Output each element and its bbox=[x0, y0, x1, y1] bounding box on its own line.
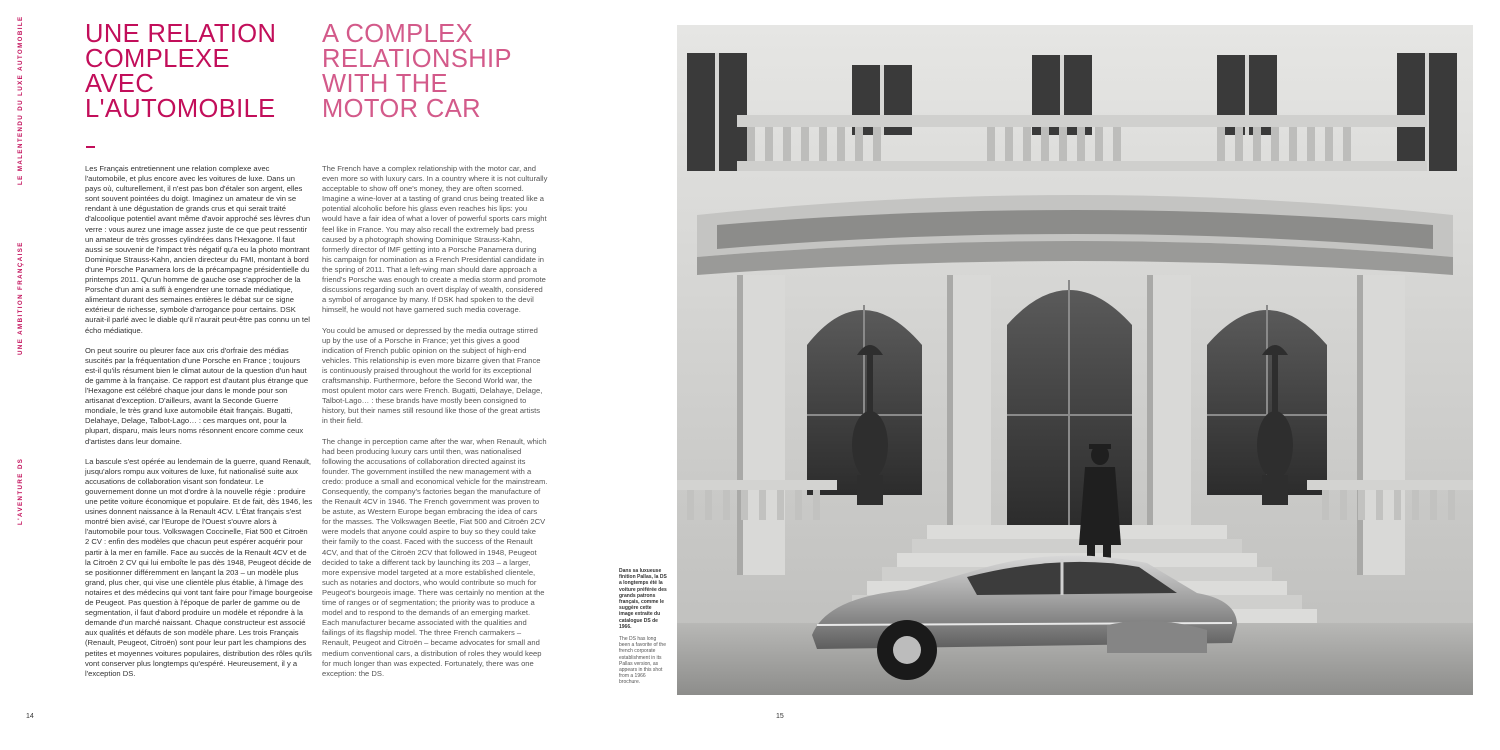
caption-french: Dans sa luxueuse finition Pallas, la DS a longtemps été la voiture préférée des grands patrons français, comme le suggère cette image extraite du catalogue DS de 1966. bbox=[619, 568, 667, 630]
title-french-line: COMPLEXE bbox=[85, 45, 230, 73]
photo-caption bbox=[619, 568, 667, 686]
caption-english: The DS has long been a favorite of the french corporate establishment in its Pallas version, as appears in this shot from a 1966 brochure. bbox=[619, 636, 666, 686]
title-french-line: UNE RELATION bbox=[85, 20, 277, 48]
title-french-line: L'AUTOMOBILE bbox=[85, 95, 276, 123]
photo-ds-pallas-mansion bbox=[677, 25, 1473, 695]
spine-label-ambition: UNE AMBITION FRANÇAISE bbox=[17, 241, 24, 355]
paragraph: The change in perception came after the war, when Renault, which had been producing luxury cars until then, was nationalised following the accusations of collaboration directed against its founder. The government instilled the new management with a credo: produce a small and economical vehicle for the mainstream. Consequently, the company's factories began the manufacture of the Renault 4CV in 1946. The French government was proven to be astute, as Western Europe began embracing the idea of cars for the masses. The Volkswagen Beetle, Fiat 500 and Citroën 2CV were models that anyone could aspire to buy so they could take their family to the coast. Faced with the success of the Renault 4CV, and that of the Citroën 2CV that followed in 1948, Peugeot decided to take a different tack by launching its 203 – a larger, more expensive model targeted at a more established clientele, such as notaries and doctors, who would contribute so much for Peugeot's bourgeois image. There was certainly no mention at the time of ranges or of segmentation; the priority was to produce a model and to respond to the demands of an emerging market. Each manufacturer became associated with the qualities and failings of its flagship model. The three French carmakers – Renault, Peugeot and Citroën – became advocates for small and medium conventional cars, a distribution of roles they would keep for much longer than was expected. Fortunately, there was one exception: the DS. bbox=[322, 436, 548, 678]
title-french-line: AVEC bbox=[85, 70, 155, 98]
title-english-line: RELATIONSHIP bbox=[322, 45, 512, 73]
body-column-french bbox=[85, 164, 313, 689]
body-column-english bbox=[322, 164, 548, 689]
paragraph: On peut sourire ou pleurer face aux cris d'orfraie des médias suscités par la fréquentation d'une Porsche en France ; toujours est-il qu'ils résument bien le climat autour de la question d'un haut de gamme à la française. Ce rapport est d'autant plus étrange que l'Hexagone est célébré chaque jour dans le monde pour son artisanat d'exception. D'ailleurs, avant la Seconde Guerre mondiale, le très grand luxe automobile était français. Bugatti, Delahaye, Delage, Talbot-Lago… : ces marques ont, pour la plupart, disparu, mais leurs noms résonnent encore comme ceux d'artistes dans leur domaine. bbox=[85, 345, 309, 446]
spine-label-luxe: LE MALENTENDU DU LUXE AUTOMOBILE bbox=[17, 15, 24, 185]
title-english bbox=[322, 22, 562, 122]
paragraph: The French have a complex relationship with the motor car, and even more so with luxury cars. In a country where it is not culturally acceptable to show off one's money, they are often scorned. Imagine a wine-lover at a tasting of grand crus being treated like a potential alcoholic before his glass even reaches his lips: you would have a fair idea of what a lover of powerful sports cars might feel like in France. You may also recall the extremely bad press caused by a photograph showing Dominique Strauss-Kahn, formerly director of IMF getting into a Porsche Panamera during his campaign for nomination as a French Presidential candidate in the spring of 2011. That a left-wing man should dare approach a friend's Porsche was enough to create a media storm and promote discussions regarding such an overt display of wealth, considered a symbol of arrogance by many. If DSK had spoken to the devil himself, he would not have garnered such media coverage. bbox=[322, 164, 548, 315]
paragraph: La bascule s'est opérée au lendemain de la guerre, quand Renault, jusqu'alors rompu aux voitures de luxe, fut nationalisé suite aux accusations de collaboration visant son fondateur. Le gouvernement donne un mot d'ordre à la nouvelle régie : produire une petite voiture économique et populaire. Et de fait, dès 1946, les usines donnent naissance à la Renault 4CV. L'État français s'est montré bien avisé, car l'Europe de l'Ouest s'ouvre alors à l'automobile pour tous. Volkswagen Coccinelle, Fiat 500 et Citroën 2 CV : enfin des modèles que chacun peut espérer acquérir pour partir à la mer en famille. Face au succès de la Renault 4CV et de la Citroën 2 CV qui lui emboîte le pas dès 1948, Peugeot décide de se positionner différemment en lançant la 203 – un modèle plus grand, plus cher, qui vise une clientèle plus établie, à l'image des notaires et des médecins qui vont tant faire pour l'image bourgeoise de Peugeot. Pas question à l'époque de parler de gamme ou de segmentation, il faut d'abord produire un modèle et répondre à la demande d'un marché naissant. Chaque constructeur est associé aux qualités et défauts de son modèle phare. Les trois Français (Renault, Peugeot, Citroën) sont pour leur part les champions des petites et moyennes voitures populaires, distribution des rôles qu'ils vont conserver plus longtemps qu'espéré. Heureusement, il y a l'exception DS. bbox=[85, 456, 313, 678]
paragraph: Les Français entretiennent une relation complexe avec l'automobile, et plus encore avec les voitures de luxe. Dans un pays où, culturellement, il n'est pas bon d'étaler son argent, elles sont souvent pointées du doigt. Imaginez un amateur de vin se rendant à une dégustation de grands crus et qui serait traité d'alcoolique potentiel avant même d'avoir approché ses lèvres d'un verre : vous aurez une image assez juste de ce que peut ressentir un amateur de très grosses cylindrées dans l'Hexagone. Il faut aussi se souvenir de l'impact très négatif qu'a eu la photo montrant Dominique Strauss-Kahn, ancien directeur du FMI, montant à bord d'une Porsche Panamera lors de la précampagne présidentielle du printemps 2011. Qu'un homme de gauche ose s'approcher de la Porsche d'un ami a suffi à engendrer une tornade médiatique, alimentant durant des semaines entières le débat sur ce signe extérieur de richesse, symbole d'arrogance pour certains. DSK aurait-il parlé avec le diable qu'il n'aurait peut-être pas connu un tel écho médiatique. bbox=[85, 164, 311, 335]
spine-labels bbox=[17, 15, 37, 550]
title-english-line: MOTOR CAR bbox=[322, 95, 481, 123]
page-number-right: 15 bbox=[776, 713, 784, 720]
title-dash-divider bbox=[86, 146, 95, 148]
paragraph: You could be amused or depressed by the media outrage stirred up by the use of a Porsche in France; yet this gives a good indication of French public opinion on the subject of high-end vehicles. This relationship is even more bizarre given that France is continuously praised throughout the world for its exceptional craftsmanship. Furthermore, before the Second World war, the most opulent motor cars were French. Bugatti, Delahaye, Delage, Talbot-Lago… : these brands have mostly been consigned to history, but their names still resound like those of the great artists in their field. bbox=[322, 325, 543, 426]
title-english-line: WITH THE bbox=[322, 70, 448, 98]
title-french bbox=[85, 22, 305, 122]
title-english-line: A COMPLEX bbox=[322, 20, 473, 48]
spine-label-aventure: L'AVENTURE DS bbox=[17, 457, 24, 525]
page-number-left: 14 bbox=[26, 713, 34, 720]
photo-illustration bbox=[677, 25, 1473, 695]
